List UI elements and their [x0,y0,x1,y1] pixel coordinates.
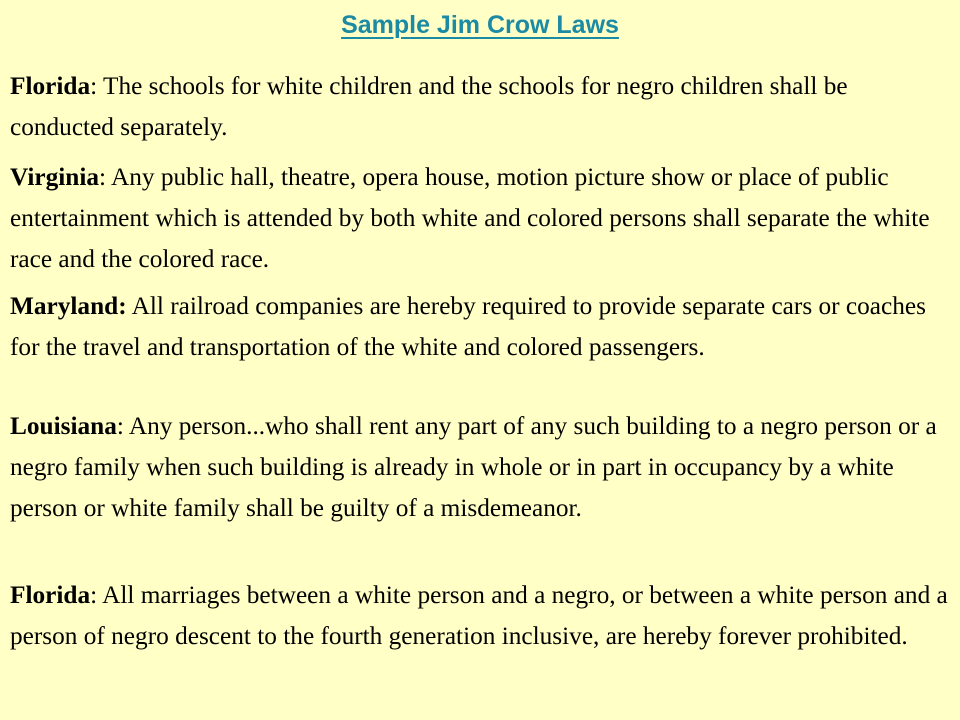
law-louisiana-housing [10,406,954,529]
state-separator: : [90,72,98,100]
law-text: All railroad companies are hereby required to provide separate cars or coaches for the travel and transportation of the white and colored passengers. [10,292,926,361]
law-text: Any person...who shall rent any part of any such building to a negro person or a negro family when such building is already in whole or in part in occupancy by a white person or white family shall be guilty of a misdemeanor. [10,412,937,522]
state-separator: : [116,412,124,440]
slide-title[interactable]: Sample Jim Crow Laws [341,11,619,39]
law-virginia-entertainment [10,157,954,280]
state-separator: : [90,581,98,609]
state-name: Florida [10,72,91,100]
law-florida-schools [10,66,954,148]
state-separator: : [99,163,107,191]
law-maryland-railroads [10,286,954,368]
law-florida-marriage [10,575,954,657]
state-name: Florida [10,581,91,609]
law-text: All marriages between a white person and a negro, or between a white person and a person of negro descent to the fourth generation inclusive, are hereby forever prohibited. [10,581,948,650]
state-name: Virginia [10,163,100,191]
state-name: Maryland: [10,292,127,320]
state-name: Louisiana [10,412,117,440]
law-text: Any public hall, theatre, opera house, motion picture show or place of public entertainment which is attended by both white and colored persons shall separate the white race and the colored race. [10,163,930,273]
law-text: The schools for white children and the schools for negro children shall be conducted separately. [10,72,848,141]
